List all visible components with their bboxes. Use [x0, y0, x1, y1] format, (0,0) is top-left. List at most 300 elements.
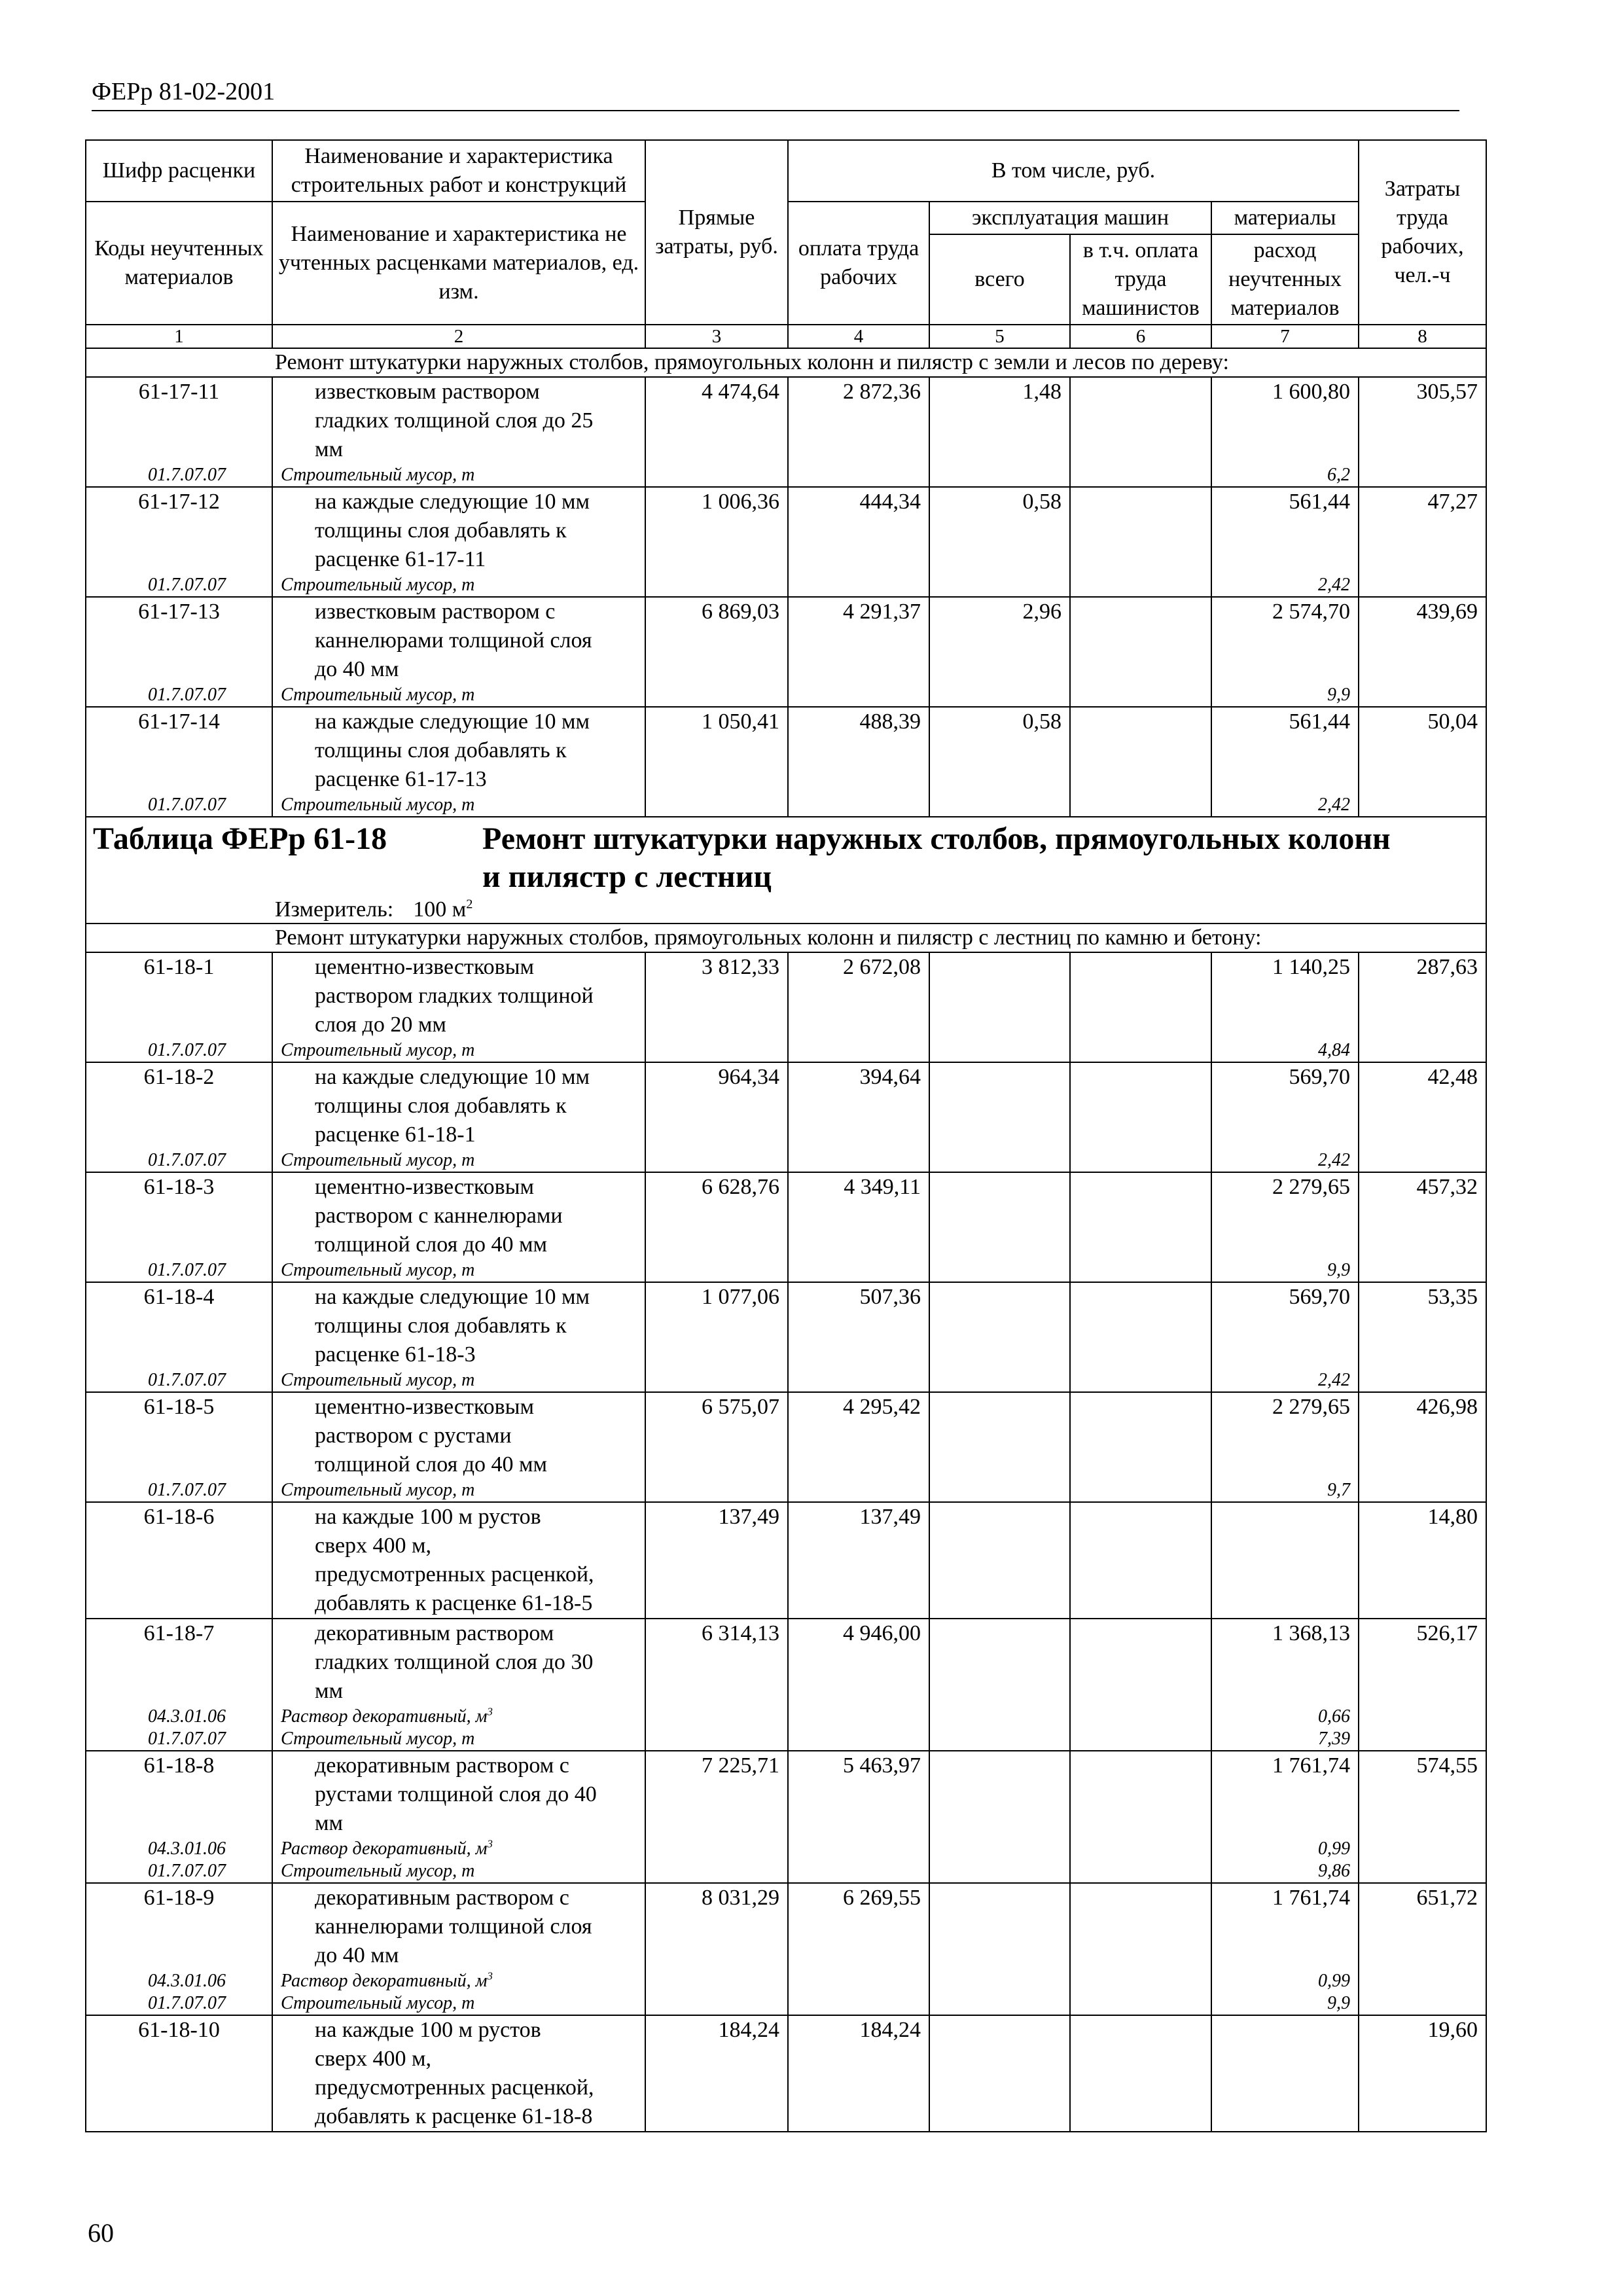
rate-code: 61-18-7: [86, 1619, 272, 1648]
machines-labor: [1070, 1092, 1211, 1121]
table-row: [86, 1422, 1486, 1450]
table-row: [86, 377, 1486, 406]
table-row: [86, 1202, 1486, 1230]
empty-cell: [1359, 1970, 1486, 1992]
machines-total: [929, 1677, 1070, 1706]
labor-hours: 19,60: [1359, 2015, 1486, 2045]
material-qty: 9,9: [1211, 684, 1359, 707]
table-row: [86, 1392, 1486, 1422]
empty-cell: [929, 1860, 1070, 1883]
table-row: [86, 545, 1486, 574]
table-row: [86, 1780, 1486, 1809]
direct-cost: [645, 1941, 788, 1970]
column-number: 1: [86, 325, 272, 348]
rate-description-line: известковым раствором с: [272, 597, 645, 626]
empty-cell: [788, 1369, 929, 1392]
table-row: [86, 2102, 1486, 2132]
empty-cell: [788, 1970, 929, 1992]
unit-row: [86, 897, 1486, 924]
direct-cost: [645, 406, 788, 435]
machines-total: [929, 1502, 1070, 1532]
material-name: [272, 684, 645, 707]
table-row: [86, 1312, 1486, 1340]
labor-pay: [788, 1422, 929, 1450]
empty-cell: [929, 574, 1070, 597]
table-row: [86, 1092, 1486, 1121]
empty-cell: [645, 1706, 788, 1728]
direct-cost: 137,49: [645, 1502, 788, 1532]
empty-cell: [1359, 684, 1486, 707]
materials-cost: 569,70: [1211, 1062, 1359, 1092]
materials-cost: [1211, 655, 1359, 684]
machines-labor: [1070, 707, 1211, 736]
material-name-text: Строительный мусор, т: [281, 1729, 475, 1749]
direct-cost: [645, 435, 788, 464]
machines-labor: [1070, 982, 1211, 1011]
material-code: 04.3.01.06: [86, 1970, 272, 1992]
material-name: [272, 1369, 645, 1392]
materials-cost: [1211, 1780, 1359, 1809]
rate-code: 61-18-4: [86, 1282, 272, 1312]
empty-cell: [929, 1970, 1070, 1992]
direct-cost: [645, 655, 788, 684]
direct-cost: 7 225,71: [645, 1751, 788, 1780]
rate-description-line: до 40 мм: [272, 655, 645, 684]
empty-cell: [929, 1369, 1070, 1392]
material-code: 01.7.07.07: [86, 464, 272, 487]
material-name: [272, 1992, 645, 2015]
labor-pay: 6 269,55: [788, 1883, 929, 1912]
direct-cost: [645, 765, 788, 794]
material-row: [86, 1706, 1486, 1728]
rate-description-line: добавлять к расценке 61-18-8: [272, 2102, 645, 2132]
machines-labor: [1070, 2015, 1211, 2045]
materials-cost: [1211, 1809, 1359, 1838]
labor-pay: [788, 1677, 929, 1706]
table-row: [86, 1011, 1486, 1039]
machines-labor: [1070, 545, 1211, 574]
rate-code: [86, 655, 272, 684]
table-row: [86, 1062, 1486, 1092]
col-code-bottom: Коды неучтенных материалов: [86, 202, 272, 325]
labor-pay: [788, 1648, 929, 1677]
direct-cost: [645, 516, 788, 545]
rate-code: [86, 1780, 272, 1809]
labor-pay: [788, 1312, 929, 1340]
rate-code: 61-18-2: [86, 1062, 272, 1092]
empty-cell: [1070, 1259, 1211, 1282]
machines-labor: [1070, 1062, 1211, 1092]
empty-cell: [645, 684, 788, 707]
rate-code: [86, 1941, 272, 1970]
machines-labor: [1070, 1677, 1211, 1706]
empty-cell: [788, 1728, 929, 1751]
unit-value: 100 м: [413, 897, 467, 922]
rate-code: [86, 1450, 272, 1479]
machines-total: [929, 982, 1070, 1011]
machines-labor: [1070, 516, 1211, 545]
machines-labor: [1070, 1202, 1211, 1230]
machines-total: [929, 1941, 1070, 1970]
labor-hours: [1359, 2102, 1486, 2132]
material-name: [272, 794, 645, 817]
labor-hours: [1359, 2045, 1486, 2073]
labor-pay: [788, 435, 929, 464]
machines-labor: [1070, 1619, 1211, 1648]
rate-description-line: каннелюрами толщиной слоя: [272, 626, 645, 655]
material-name-text: Строительный мусор, т: [281, 465, 475, 485]
machines-labor: [1070, 1392, 1211, 1422]
column-number: 3: [645, 325, 788, 348]
machines-labor: [1070, 1282, 1211, 1312]
machines-total: [929, 516, 1070, 545]
empty-cell: [645, 1970, 788, 1992]
labor-pay: [788, 765, 929, 794]
machines-labor: [1070, 1011, 1211, 1039]
labor-hours: [1359, 1912, 1486, 1941]
table-title-line: и пилястр с лестниц: [482, 859, 772, 894]
machines-labor: [1070, 655, 1211, 684]
section-title: Ремонт штукатурки наружных столбов, прямоугольных колонн и пилястр с лестниц по камню и бетону:: [86, 924, 1486, 952]
labor-hours: [1359, 545, 1486, 574]
empty-cell: [929, 1992, 1070, 2015]
machines-total: [929, 2045, 1070, 2073]
labor-hours: [1359, 736, 1486, 765]
labor-hours: 47,27: [1359, 487, 1486, 516]
labor-pay: [788, 1941, 929, 1970]
rate-code: [86, 1230, 272, 1259]
material-name-text: Раствор декоративный, м: [281, 1839, 488, 1859]
empty-cell: [788, 684, 929, 707]
rate-description-line: рустами толщиной слоя до 40: [272, 1780, 645, 1809]
materials-cost: 2 279,65: [1211, 1172, 1359, 1202]
labor-pay: 4 349,11: [788, 1172, 929, 1202]
table-row: [86, 1172, 1486, 1202]
labor-hours: [1359, 1589, 1486, 1619]
labor-pay: [788, 2102, 929, 2132]
materials-cost: [1211, 765, 1359, 794]
column-number: 2: [272, 325, 645, 348]
table-row: [86, 1912, 1486, 1941]
machines-labor: [1070, 1751, 1211, 1780]
machines-total: [929, 1062, 1070, 1092]
machines-total: [929, 1011, 1070, 1039]
labor-pay: [788, 406, 929, 435]
table-title-text: [482, 820, 1477, 896]
labor-hours: 426,98: [1359, 1392, 1486, 1422]
table-row: [86, 707, 1486, 736]
labor-hours: 526,17: [1359, 1619, 1486, 1648]
empty-cell: [645, 1860, 788, 1883]
empty-cell: [929, 1479, 1070, 1502]
labor-hours: [1359, 2073, 1486, 2102]
labor-hours: 42,48: [1359, 1062, 1486, 1092]
rate-description-line: цементно-известковым: [272, 1392, 645, 1422]
direct-cost: [645, 1340, 788, 1369]
labor-hours: [1359, 1230, 1486, 1259]
machines-total: [929, 1619, 1070, 1648]
direct-cost: [645, 982, 788, 1011]
materials-cost: [1211, 516, 1359, 545]
machines-labor: [1070, 2073, 1211, 2102]
labor-hours: [1359, 1809, 1486, 1838]
table-title-row: [86, 817, 1486, 897]
direct-cost: 4 474,64: [645, 377, 788, 406]
rate-code: 61-18-8: [86, 1751, 272, 1780]
material-row: [86, 1838, 1486, 1860]
empty-cell: [929, 684, 1070, 707]
empty-cell: [788, 1149, 929, 1172]
labor-pay: 137,49: [788, 1502, 929, 1532]
machines-total: [929, 1912, 1070, 1941]
labor-hours: 574,55: [1359, 1751, 1486, 1780]
rate-description-line: на каждые 100 м рустов: [272, 2015, 645, 2045]
labor-pay: [788, 1912, 929, 1941]
materials-cost: [1211, 2045, 1359, 2073]
empty-cell: [1070, 1860, 1211, 1883]
rate-description-line: на каждые следующие 10 мм: [272, 707, 645, 736]
machines-total: [929, 1172, 1070, 1202]
empty-cell: [1359, 1259, 1486, 1282]
material-qty: 2,42: [1211, 1149, 1359, 1172]
rate-code: [86, 736, 272, 765]
machines-labor: [1070, 1589, 1211, 1619]
rate-code: [86, 1677, 272, 1706]
empty-cell: [645, 1479, 788, 1502]
rate-description-line: гладких толщиной слоя до 30: [272, 1648, 645, 1677]
material-code: 01.7.07.07: [86, 1860, 272, 1883]
labor-pay: 507,36: [788, 1282, 929, 1312]
machines-labor: [1070, 1172, 1211, 1202]
machines-total: [929, 1422, 1070, 1450]
rate-description-line: слоя до 20 мм: [272, 1011, 645, 1039]
table-row: [86, 1282, 1486, 1312]
labor-pay: 4 946,00: [788, 1619, 929, 1648]
col-name-bottom: Наименование и характеристика не учтенных расценками материалов, ед. изм.: [272, 202, 645, 325]
direct-cost: 6 628,76: [645, 1172, 788, 1202]
unit-exponent: 2: [466, 897, 473, 912]
material-name: [272, 1479, 645, 1502]
section-row: [86, 348, 1486, 377]
material-qty: 2,42: [1211, 574, 1359, 597]
labor-pay: 444,34: [788, 487, 929, 516]
material-qty: 6,2: [1211, 464, 1359, 487]
table-row: [86, 1883, 1486, 1912]
machines-total: [929, 1121, 1070, 1149]
material-code: 01.7.07.07: [86, 794, 272, 817]
labor-pay: [788, 1560, 929, 1589]
empty-cell: [1070, 1479, 1211, 1502]
page-number: 60: [88, 2218, 114, 2248]
direct-cost: [645, 626, 788, 655]
rate-code: [86, 545, 272, 574]
direct-cost: 3 812,33: [645, 952, 788, 982]
header-rule: [92, 110, 1459, 111]
machines-labor: [1070, 1532, 1211, 1560]
material-name-text: Строительный мусор, т: [281, 1480, 475, 1500]
material-row: [86, 684, 1486, 707]
labor-hours: [1359, 655, 1486, 684]
direct-cost: [645, 1589, 788, 1619]
col-incl: В том числе, руб.: [788, 140, 1359, 202]
material-unit-exponent: 3: [487, 1969, 493, 1982]
rate-description-line: сверх 400 м,: [272, 1532, 645, 1560]
direct-cost: [645, 1092, 788, 1121]
material-name: [272, 1728, 645, 1751]
machines-total: [929, 1092, 1070, 1121]
material-name-text: Строительный мусор, т: [281, 1040, 475, 1060]
col-name-top: Наименование и характеристика строительных работ и конструкций: [272, 140, 645, 202]
machines-labor: [1070, 406, 1211, 435]
empty-cell: [1359, 1728, 1486, 1751]
rate-code: [86, 765, 272, 794]
direct-cost: 964,34: [645, 1062, 788, 1092]
materials-cost: 561,44: [1211, 487, 1359, 516]
empty-cell: [1070, 1369, 1211, 1392]
rate-code: [86, 1809, 272, 1838]
rate-code: 61-18-5: [86, 1392, 272, 1422]
col-machines: эксплуатация машин: [929, 202, 1211, 234]
machines-labor: [1070, 765, 1211, 794]
labor-hours: 651,72: [1359, 1883, 1486, 1912]
labor-pay: [788, 1202, 929, 1230]
rate-code: [86, 516, 272, 545]
rate-code: [86, 1312, 272, 1340]
empty-cell: [929, 1259, 1070, 1282]
materials-cost: [1211, 1450, 1359, 1479]
labor-pay: 4 295,42: [788, 1392, 929, 1422]
empty-cell: [1070, 1706, 1211, 1728]
material-name: [272, 1706, 645, 1728]
labor-pay: [788, 736, 929, 765]
material-qty: 2,42: [1211, 794, 1359, 817]
table-title-line: Ремонт штукатурки наружных столбов, прямоугольных колонн: [482, 821, 1391, 856]
empty-cell: [645, 794, 788, 817]
materials-cost: [1211, 1202, 1359, 1230]
table-row: [86, 626, 1486, 655]
empty-cell: [645, 1992, 788, 2015]
labor-hours: [1359, 1648, 1486, 1677]
empty-cell: [788, 1706, 929, 1728]
table-row: [86, 655, 1486, 684]
machines-total: [929, 1532, 1070, 1560]
materials-cost: [1211, 626, 1359, 655]
empty-cell: [1359, 1992, 1486, 2015]
table-row: [86, 516, 1486, 545]
machines-total: 0,58: [929, 707, 1070, 736]
rate-code: 61-18-10: [86, 2015, 272, 2045]
empty-cell: [645, 574, 788, 597]
direct-cost: [645, 545, 788, 574]
labor-hours: [1359, 1340, 1486, 1369]
labor-pay: [788, 1011, 929, 1039]
material-name-text: Строительный мусор, т: [281, 1370, 475, 1390]
table-head: [86, 140, 1486, 348]
labor-pay: [788, 1780, 929, 1809]
materials-cost: [1211, 1230, 1359, 1259]
machines-total: [929, 1312, 1070, 1340]
table-row: [86, 1648, 1486, 1677]
labor-hours: [1359, 1780, 1486, 1809]
rate-description-line: мм: [272, 435, 645, 464]
material-row: [86, 464, 1486, 487]
table-row: [86, 982, 1486, 1011]
rate-code: [86, 1912, 272, 1941]
table-row: [86, 1230, 1486, 1259]
material-name: [272, 464, 645, 487]
material-name: [272, 1860, 645, 1883]
labor-hours: [1359, 435, 1486, 464]
rate-code: [86, 1532, 272, 1560]
rate-description-line: толщины слоя добавлять к: [272, 1092, 645, 1121]
material-qty: 0,66: [1211, 1706, 1359, 1728]
empty-cell: [1359, 1706, 1486, 1728]
empty-cell: [1070, 794, 1211, 817]
material-code: 01.7.07.07: [86, 1149, 272, 1172]
machines-total: [929, 2073, 1070, 2102]
rate-code: 61-18-6: [86, 1502, 272, 1532]
labor-pay: [788, 1092, 929, 1121]
material-qty: 4,84: [1211, 1039, 1359, 1062]
rate-description-line: на каждые следующие 10 мм: [272, 487, 645, 516]
empty-cell: [645, 1728, 788, 1751]
col-direct: Прямые затраты, руб.: [645, 140, 788, 325]
material-name: [272, 1149, 645, 1172]
direct-cost: 6 575,07: [645, 1392, 788, 1422]
labor-pay: [788, 626, 929, 655]
rate-description-line: толщиной слоя до 40 мм: [272, 1230, 645, 1259]
materials-cost: 569,70: [1211, 1282, 1359, 1312]
rate-description-line: толщины слоя добавлять к: [272, 1312, 645, 1340]
material-code: 01.7.07.07: [86, 1259, 272, 1282]
direct-cost: [645, 1312, 788, 1340]
materials-cost: [1211, 982, 1359, 1011]
direct-cost: 1 050,41: [645, 707, 788, 736]
unit-label: Измеритель:: [275, 897, 394, 922]
table-row: [86, 406, 1486, 435]
materials-cost: [1211, 2102, 1359, 2132]
rate-description-line: декоративным раствором с: [272, 1751, 645, 1780]
machines-total: [929, 1340, 1070, 1369]
rate-code: [86, 1340, 272, 1369]
direct-cost: 6 314,13: [645, 1619, 788, 1648]
materials-cost: [1211, 1941, 1359, 1970]
rate-description-line: мм: [272, 1677, 645, 1706]
table-row: [86, 1589, 1486, 1619]
rate-description-line: раствором с рустами: [272, 1422, 645, 1450]
material-row: [86, 1992, 1486, 2015]
col-code-top: Шифр расценки: [86, 140, 272, 202]
table-row: [86, 1450, 1486, 1479]
table-row: [86, 2015, 1486, 2045]
labor-hours: [1359, 1092, 1486, 1121]
material-name-text: Раствор декоративный, м: [281, 1971, 488, 1991]
material-name-text: Строительный мусор, т: [281, 795, 475, 815]
machines-labor: [1070, 1809, 1211, 1838]
materials-cost: 561,44: [1211, 707, 1359, 736]
material-unit-exponent: 3: [487, 1705, 493, 1718]
col-labor-cost: Затраты труда рабочих, чел.-ч: [1359, 140, 1486, 325]
materials-cost: [1211, 406, 1359, 435]
empty-cell: [929, 1838, 1070, 1860]
material-name-text: Строительный мусор, т: [281, 1260, 475, 1280]
labor-hours: [1359, 1677, 1486, 1706]
labor-hours: [1359, 1450, 1486, 1479]
labor-hours: 305,57: [1359, 377, 1486, 406]
labor-pay: [788, 545, 929, 574]
rate-code: [86, 1589, 272, 1619]
labor-pay: [788, 516, 929, 545]
